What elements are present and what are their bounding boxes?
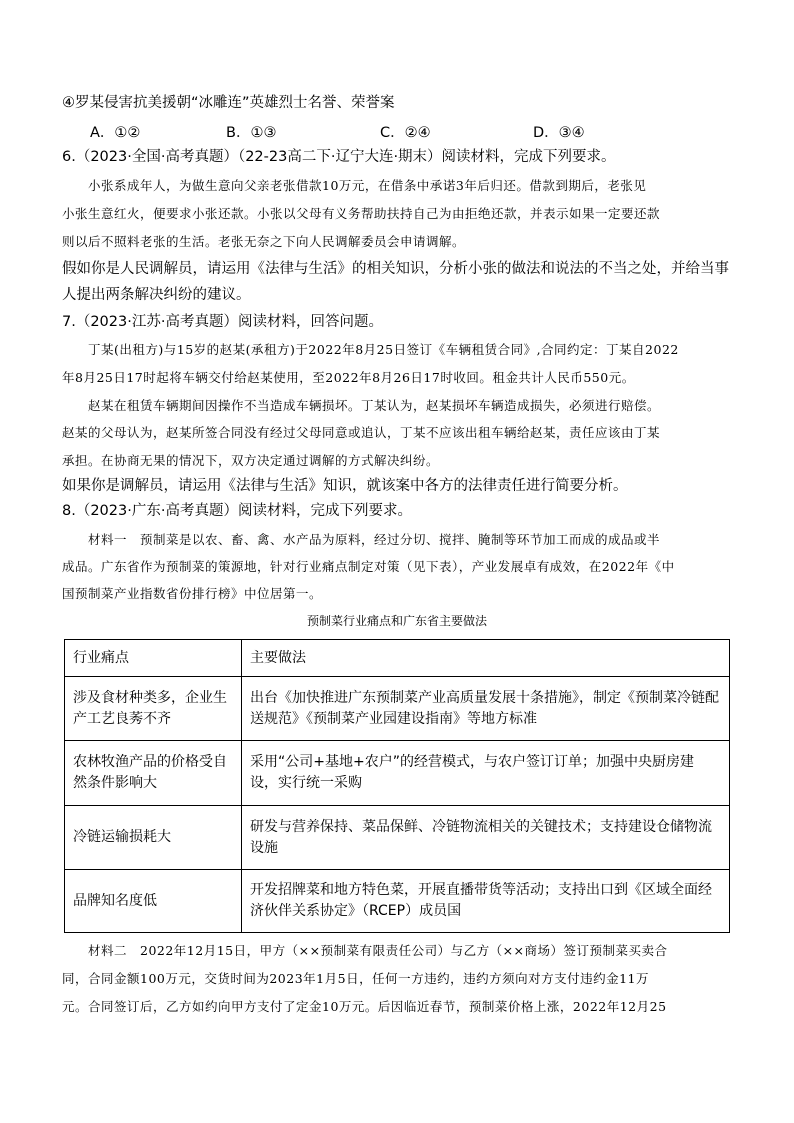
- question-6-task: 人提出两条解决纠纷的建议。: [62, 287, 251, 303]
- question-8-material-2: 元。合同签订后，乙方如约向甲方支付了定金10万元。后因临近春节，预制菜价格上涨，2022年12月25: [62, 999, 667, 1014]
- question-8-material-2: 材料二 2022年12月15日，甲方（××预制菜有限责任公司）与乙方（××商场）签订预制菜买卖合: [62, 943, 668, 958]
- table-header-row: [65, 640, 730, 677]
- option-d: D．③④: [533, 125, 585, 141]
- question-6-material: 小张系成年人，为做生意向父亲老张借款10万元，在借条中承诺3年后归还。借款到期后，老张见: [62, 178, 647, 193]
- table-cell-painpoint: 品牌知名度低: [65, 870, 242, 933]
- question-8-material-1: 成品。广东省作为预制菜的策源地，针对行业痛点制定对策（见下表），产业发展卓有成效，在2022年《中: [62, 559, 675, 574]
- table-cell-painpoint: 冷链运输损耗大: [65, 806, 242, 870]
- table-row: [65, 677, 730, 741]
- question-7-material: 承担。在协商无果的情况下，双方决定通过调解的方式解决纠纷。: [62, 453, 440, 468]
- question-7-material: 丁某(出租方)与15岁的赵某(承租方)于2022年8月25日签订《车辆租赁合同》,合同约定：丁某自2022: [62, 342, 679, 357]
- question-6-material: 小张生意红火，便要求小张还款。小张以父母有义务帮助扶持自己为由拒绝还款，并表示如果一定要还款: [62, 206, 661, 221]
- table-header-cell: 行业痛点: [65, 640, 242, 677]
- option-b: B．①③: [226, 125, 277, 141]
- table-caption: 预制菜行业痛点和广东省主要做法: [306, 614, 487, 628]
- question-8-material-2: 同，合同金额100万元，交货时间为2023年1月5日，任何一方违约，违约方须向对方支付违约金11万: [62, 971, 649, 986]
- question-8-material-1: 材料一 预制菜是以农、畜、禽、水产品为原料，经过分切、搅拌、腌制等环节加工而成的成品或半: [62, 532, 661, 547]
- question-6-material: 则以后不照料老张的生活。老张无奈之下向人民调解委员会申请调解。: [62, 234, 466, 249]
- question-7-material: 赵某在租赁车辆期间因操作不当造成车辆损坏。丁某认为，赵某损坏车辆造成损失，必须进行赔偿。: [62, 398, 661, 413]
- table-cell-painpoint: 农林牧渔产品的价格受自然条件影响大: [65, 741, 242, 806]
- option-item-4: ④罗某侵害抗美援朝“冰雕连”英雄烈士名誉、荣誉案: [62, 95, 395, 111]
- question-8-material-1: 国预制菜产业指数省份排行榜》中位居第一。: [62, 586, 323, 601]
- question-7-material: 赵某的父母认为，赵某所签合同没有经过父母同意或追认，丁某不应该出租车辆给赵某，责任应该由丁某: [62, 425, 661, 440]
- table-header-cell: 主要做法: [242, 640, 730, 677]
- table-cell-measure: 开发招牌菜和地方特色菜，开展直播带货等活动；支持出口到《区域全面经济伙伴关系协定》（RCEP）成员国: [242, 870, 730, 933]
- table-cell-painpoint: 涉及食材种类多，企业生产工艺良莠不齐: [65, 677, 242, 741]
- option-a: A．①②: [90, 125, 141, 141]
- question-7-title: 7.（2023·江苏·高考真题）阅读材料，回答问题。: [62, 314, 383, 330]
- table-cell-measure: 研发与营养保持、菜品保鲜、冷链物流相关的关键技术；支持建设仓储物流设施: [242, 806, 730, 870]
- question-6-task: 假如你是人民调解员，请运用《法律与生活》的相关知识，分析小张的做法和说法的不当之处，并给当事: [62, 261, 729, 277]
- table-row: [65, 870, 730, 933]
- question-7-task: 如果你是调解员，请运用《法律与生活》知识，就该案中各方的法律责任进行简要分析。: [62, 478, 628, 494]
- industry-table: [64, 639, 730, 933]
- table-cell-measure: 采用“公司+基地+农户”的经营模式，与农户签订订单；加强中央厨房建设，实行统一采购: [242, 741, 730, 806]
- question-8-title: 8.（2023·广东·高考真题）阅读材料，完成下列要求。: [62, 503, 412, 519]
- table-row: [65, 806, 730, 870]
- question-7-material: 年8月25日17时起将车辆交付给赵某使用，至2022年8月26日17时收回。租金共计人民币550元。: [62, 370, 635, 385]
- option-c: C．②④: [380, 125, 431, 141]
- question-6-title: 6.（2023·全国·高考真题）（22-23高二下·辽宁大连·期末）阅读材料，完成下列要求。: [62, 149, 616, 165]
- table-row: [65, 741, 730, 806]
- table-cell-measure: 出台《加快推进广东预制菜产业高质量发展十条措施》，制定《预制菜冷链配送规范》《预制菜产业园建设指南》等地方标准: [242, 677, 730, 741]
